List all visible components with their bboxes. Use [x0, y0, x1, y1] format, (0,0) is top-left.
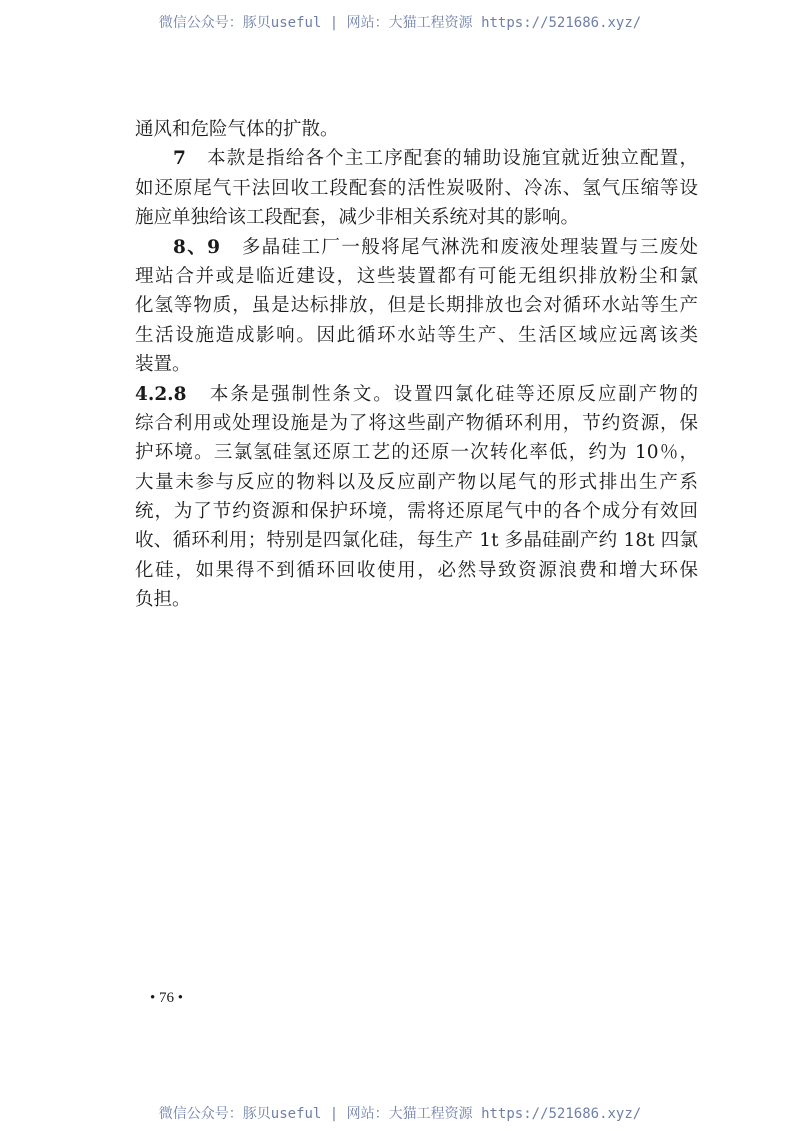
- text-line: 大量未参与反应的物料以及反应副产物以尾气的形式排出生产系: [135, 471, 698, 493]
- text-line: [135, 144, 698, 173]
- page-number: • 76 •: [150, 990, 184, 1006]
- text-line: 化硅，如果得不到循环回收使用，必然导致资源浪费和增大环保: [135, 559, 698, 581]
- item-label: 7: [173, 148, 186, 170]
- text-line: 理站合并或是临近建设，这些装置都有可能无组织排放粉尘和氯: [135, 265, 698, 287]
- item-label: 8、9: [173, 236, 221, 258]
- text-line: 生活设施造成影响。因此循环水站等生产、生活区域应远离该类: [135, 324, 698, 346]
- text-span: 本款是指给各个主工序配套的辅助设施宜就近独立配置，: [207, 148, 698, 170]
- text-line: 综合利用或处理设施是为了将这些副产物循环利用，节约资源，保: [135, 412, 698, 434]
- section-number: 4.2.8: [135, 383, 187, 405]
- text-span: 本条是强制性条文。设置四氯化硅等还原反应副产物的: [209, 383, 698, 405]
- text-line: 装置。: [135, 354, 191, 376]
- text-line: 统，为了节约资源和保护环境，需将还原尾气中的各个成分有效回: [135, 501, 698, 523]
- text-line: [135, 380, 698, 409]
- text-line: 施应单独给该工段配套，减少非相关系统对其的影响。: [135, 207, 580, 229]
- text-line: [135, 233, 698, 262]
- text-line: 化氢等物质，虽是达标排放，但是长期排放也会对循环水站等生产: [135, 295, 698, 317]
- text-span: 多晶硅工厂一般将尾气淋洗和废液处理装置与三废处: [241, 236, 698, 258]
- text-line: 如还原尾气干法回收工段配套的活性炭吸附、冷冻、氢气压缩等设: [135, 177, 698, 199]
- watermark-top: 微信公众号：豚贝useful | 网站：大猫工程资源 https://521686.xyz/: [158, 15, 642, 31]
- document-body: [135, 115, 698, 615]
- text-line: 通风和危险气体的扩散。: [135, 119, 339, 140]
- text-line: 收、循环利用；特别是四氯化硅，每生产 1t 多晶硅副产约 18t 四氯: [135, 530, 698, 552]
- watermark-bottom: 微信公众号：豚贝useful | 网站：大猫工程资源 https://521686.xyz/: [158, 1106, 642, 1122]
- text-line: 负担。: [135, 589, 191, 611]
- text-line: 护环境。三氯氢硅氢还原工艺的还原一次转化率低，约为 10％，: [135, 442, 698, 464]
